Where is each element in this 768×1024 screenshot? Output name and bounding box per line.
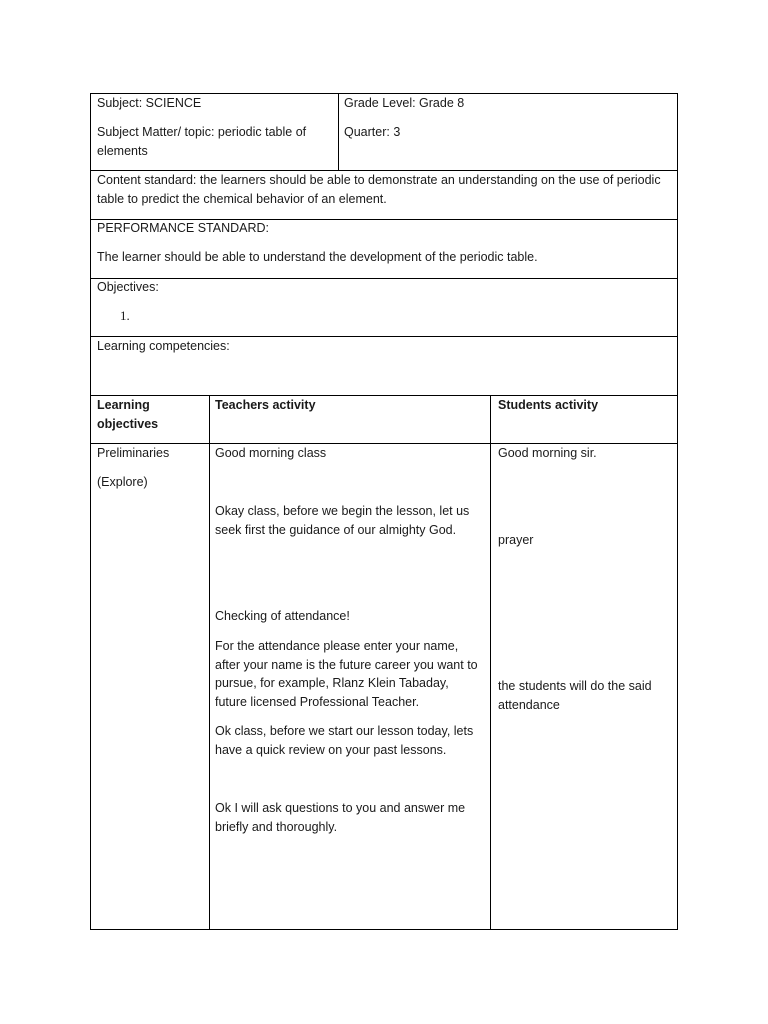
student-prayer: prayer [498,533,534,547]
quarter-label: Quarter: 3 [344,125,401,139]
column-divider [209,395,210,930]
objective-item-marker: 1. [120,308,130,323]
student-attendance-reply: the students will do the said attendance [498,679,652,712]
learning-objectives-header: Learning objectives [97,398,159,431]
content-standard-text: Content standard: the learners should be able to demonstrate an understanding on the use of periodic table to predict the chemical behavior of an element. [97,173,661,206]
questions-instructions: Ok I will ask questions to you and answer me briefly and thoroughly. [215,801,466,834]
attendance-instructions: For the attendance please enter your name, after your name is the future career you want to pursue, for example, Rlanz Klein Tabaday, future licensed Professional Teacher. [215,639,478,709]
attendance-heading: Checking of attendance! [215,609,350,623]
teacher-greeting: Good morning class [215,446,327,460]
performance-standard-heading: PERFORMANCE STANDARD: [97,221,270,235]
students-activity-header: Students activity [498,398,599,412]
preliminaries-label: Preliminaries [97,446,170,460]
learning-competencies-heading: Learning competencies: [97,339,230,353]
explore-label: (Explore) [97,475,148,489]
grade-level-label: Grade Level: Grade 8 [344,96,465,110]
teachers-activity-header: Teachers activity [215,398,316,412]
student-greeting-reply: Good morning sir. [498,446,597,460]
row-divider [90,278,678,279]
objectives-heading: Objectives: [97,280,159,294]
column-divider [338,93,339,171]
column-divider [490,395,491,930]
subject-matter-label: Subject Matter/ topic: periodic table of elements [97,125,307,158]
teacher-prayer-prompt: Okay class, before we begin the lesson, let us seek first the guidance of our almighty God. [215,504,470,537]
performance-standard-text: The learner should be able to understand the development of the periodic table. [97,250,538,264]
review-instructions: Ok class, before we start our lesson today, lets have a quick review on your past lessons. [215,724,474,757]
subject-label: Subject: SCIENCE [97,96,202,110]
